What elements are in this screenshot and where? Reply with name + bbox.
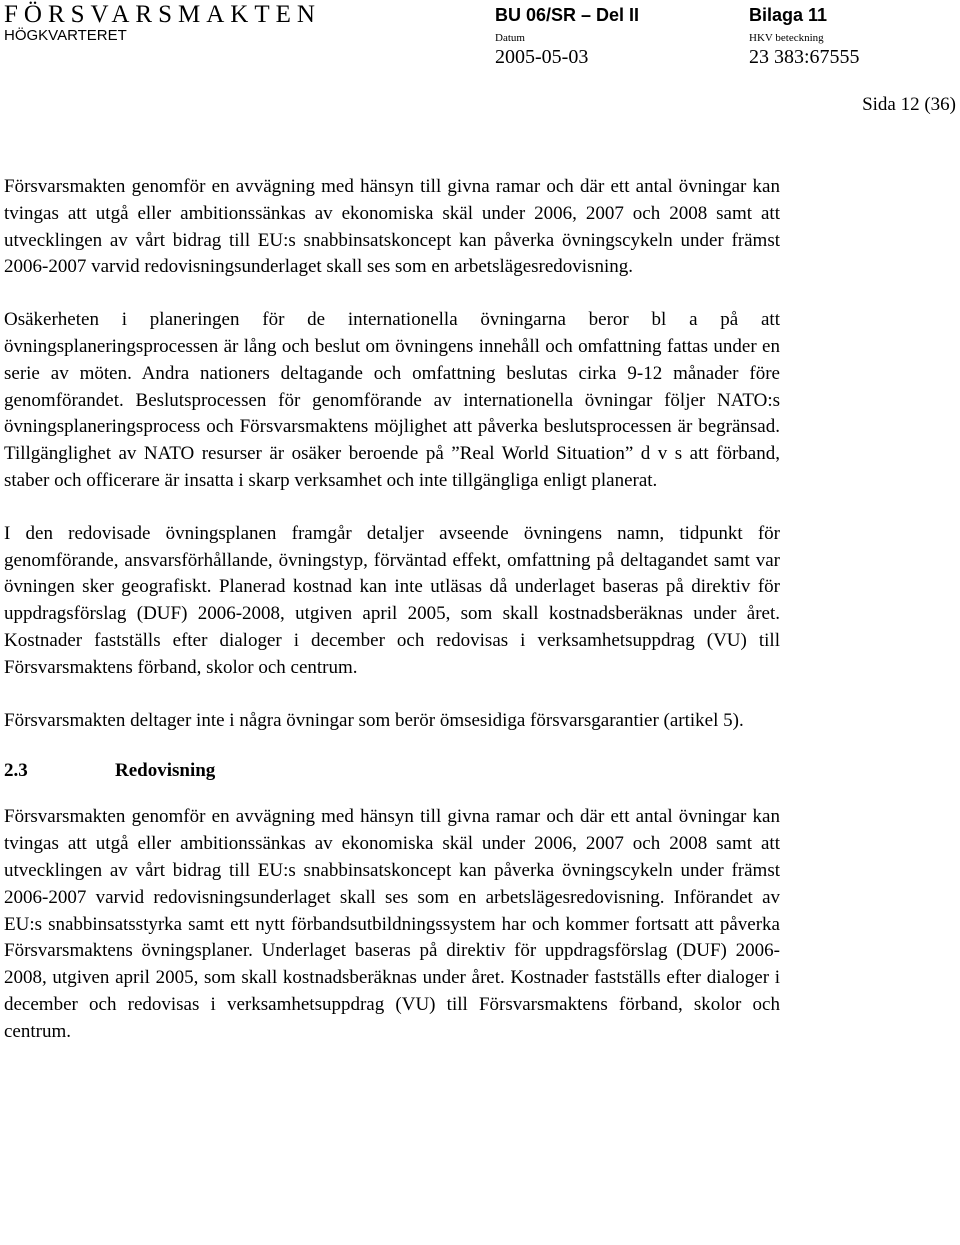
paragraph: Försvarsmakten genomför en avvägning med hänsyn till givna ramar och där ett antal övningar kan tvingas att utgå eller ambitionssänkas av ekonomiska skäl under 2006, 2007 och 2008 samt att utvecklingen av vårt bidrag till EU:s snabbinsatskoncept kan påverka övningscykeln under främst 2006-2007 varvid redovisningsunderlaget skall ses som en arbetslägesredovisning.: [4, 176, 780, 278]
paragraph: I den redovisade övningsplanen framgår detaljer avseende övningens namn, tidpunkt för genomförande, ansvarsförhållande, övningstyp, förväntad effekt, omfattning på deltagandet samt var övningen sker geografiskt. Planerad kostnad kan inte utläsas då underlaget baseras på direktiv för uppdragsförslag (DUF) 2006-2008, utgiven april 2005, som skall kostnadsberäknas under året. Kostnader fastställs efter dialoger i december och redovisas i verksamhetsuppdrag (VU) till Försvarsmaktens förband, skolor och centrum.: [4, 522, 780, 678]
paragraph: Försvarsmakten deltager inte i några övningar som berör ömsesidiga försvarsgarantier (artikel 5).: [4, 709, 744, 731]
section-heading: [4, 758, 780, 784]
document-reference: BU 06/SR – Del II: [495, 5, 640, 25]
document-body: [4, 174, 780, 1072]
date-value: 2005-05-03: [495, 46, 589, 68]
unit-name: HÖGKVARTERET: [4, 27, 127, 44]
organization-name: FÖRSVARSMAKTEN: [4, 1, 321, 28]
designation-label: HKV beteckning: [749, 32, 824, 44]
section-title: Redovisning: [115, 760, 216, 782]
appendix-label: Bilaga 11: [749, 5, 828, 25]
paragraph: Osäkerheten i planeringen för de internationella övningarna beror bl a på att övningsplaneringsprocessen är lång och beslut om övningens innehåll och omfattning fattas under en serie av möten. Andra nationers deltagande och omfattning beslutas cirka 9-12 månader före genomförandet. Beslutsprocessen för genomförande av internationella övningar följer NATO:s övningsplaneringsprocess och Försvarsmaktens möjlighet att påverka beslutsprocessen är begränsad. Tillgänglighet av NATO resurser är osäker beroende på ”Real World Situation” d v s att förband, staber och officerare är insatta i skarp verksamhet och inte tillgängliga enligt planerat.: [4, 309, 780, 491]
section-paragraph: Försvarsmakten genomför en avvägning med hänsyn till givna ramar och där ett antal övningar kan tvingas att utgå eller ambitionssänkas av ekonomiska skäl under 2006, 2007 och 2008 samt att utvecklingen av vårt bidrag till EU:s snabbinsatskoncept kan påverka övningscykeln under främst 2006-2007 varvid redovisningsunderlaget skall ses som en arbetslägesredovisning. Införandet av EU:s snabbinsatsstyrka samt ett nytt förbandsutbildningssystem har och kommer fortsatt att påverka Försvarsmaktens övningsplaner. Underlaget baseras på direktiv för uppdragsförslag (DUF) 2006-2008, utgiven april 2005, som skall kostnadsberäknas under året. Kostnader fastställs efter dialoger i december och redovisas i verksamhetsuppdrag (VU) till Försvarsmaktens förband, skolor och centrum.: [4, 806, 780, 1042]
section-number: 2.3: [4, 760, 28, 782]
date-label: Datum: [495, 32, 525, 44]
designation-value: 23 383:67555: [749, 46, 860, 68]
page-number: Sida 12 (36): [862, 94, 956, 115]
